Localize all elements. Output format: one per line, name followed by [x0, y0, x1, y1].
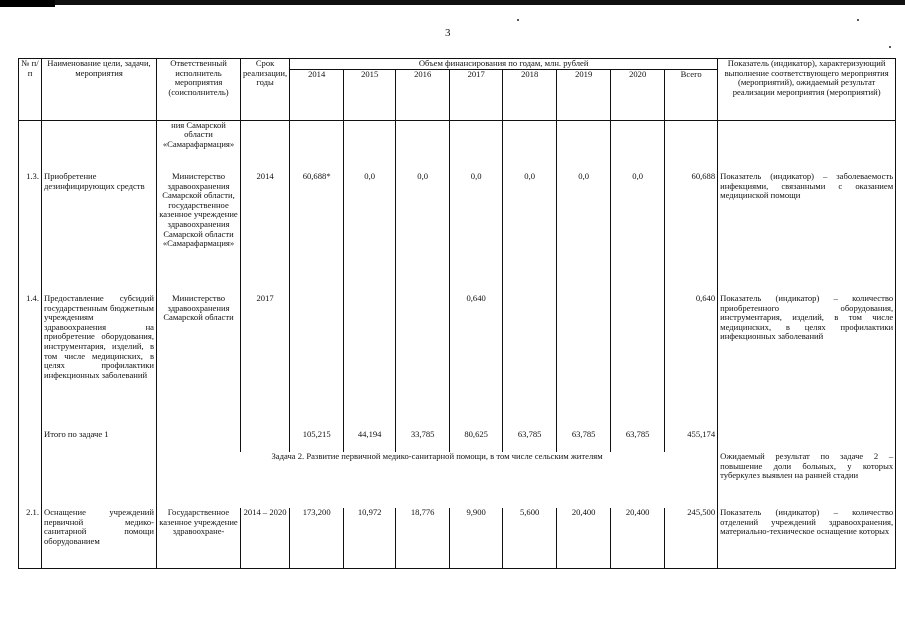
cell-value	[290, 294, 344, 430]
cell-value: 80,625	[450, 430, 503, 452]
cell-value	[344, 294, 396, 430]
cell-term	[241, 120, 290, 172]
table-row	[19, 172, 896, 294]
cell-value: 60,688	[665, 172, 718, 294]
cell-indicator: Показатель (индикатор) – количество приобретенного оборудования, инструментария, изделий, в том числе медицинских, в целях профилактики инфекционных заболеваний	[718, 294, 896, 430]
cell-name	[42, 120, 157, 172]
table-row-task	[19, 452, 896, 508]
scan-speck	[517, 19, 519, 21]
col-header-year: 2017	[450, 69, 503, 120]
cell-value: 63,785	[557, 430, 611, 452]
cell-num	[19, 430, 42, 452]
cell-value: 0,0	[344, 172, 396, 294]
cell-num	[19, 452, 42, 508]
cell-value: 0,0	[557, 172, 611, 294]
cell-term: 2014 – 2020	[241, 508, 290, 568]
cell-value: 20,400	[557, 508, 611, 568]
cell-value: 0,0	[611, 172, 665, 294]
cell-executor: Государственное казенное учреждение здравоохране-	[157, 508, 241, 568]
col-header-year: 2019	[557, 69, 611, 120]
col-header-year: 2015	[344, 69, 396, 120]
cell-value: 10,972	[344, 508, 396, 568]
cell-total-label: Итого по задаче 1	[42, 430, 157, 452]
cell-value	[611, 294, 665, 430]
cell-value	[611, 120, 665, 172]
cell-num: 2.1.	[19, 508, 42, 568]
cell-indicator	[718, 430, 896, 452]
col-header-year: 2014	[290, 69, 344, 120]
cell-value: 18,776	[396, 508, 450, 568]
col-header-executor: Ответственный исполнитель мероприятия (соисполнитель)	[157, 59, 241, 121]
col-header-term: Срок реализации, годы	[241, 59, 290, 121]
cell-term: 2014	[241, 172, 290, 294]
cell-indicator: Ожидаемый результат по задаче 2 – повышение доли больных, у которых туберкулез выявлен на ранней стадии	[718, 452, 896, 508]
col-header-year: 2020	[611, 69, 665, 120]
table-row	[19, 294, 896, 430]
cell-name: Приобретение дезинфицирующих средств	[42, 172, 157, 294]
cell-executor: ния Самарской области «Самарафармация»	[157, 120, 241, 172]
scan-top-border	[0, 0, 905, 5]
cell-term: 2017	[241, 294, 290, 430]
cell-value: 63,785	[611, 430, 665, 452]
cell-value: 0,640	[665, 294, 718, 430]
cell-value: 44,194	[344, 430, 396, 452]
cell-value: 33,785	[396, 430, 450, 452]
cell-name	[42, 452, 157, 508]
cell-num	[19, 120, 42, 172]
scan-corner-mark	[0, 0, 55, 7]
cell-term	[241, 430, 290, 452]
table-row	[19, 120, 896, 172]
cell-value: 0,0	[503, 172, 557, 294]
cell-num: 1.3.	[19, 172, 42, 294]
col-header-num: № п/п	[19, 59, 42, 121]
cell-value	[450, 120, 503, 172]
cell-value	[503, 294, 557, 430]
col-header-funding: Объем финансирования по годам, млн. рублей	[290, 59, 718, 70]
table-row-total	[19, 430, 896, 452]
cell-indicator: Показатель (индикатор) – заболеваемость инфекциями, связанными с оказанием медицинской помощи	[718, 172, 896, 294]
cell-value	[396, 120, 450, 172]
cell-value: 63,785	[503, 430, 557, 452]
cell-value	[290, 120, 344, 172]
cell-value: 105,215	[290, 430, 344, 452]
cell-value: 0,640	[450, 294, 503, 430]
cell-value	[396, 294, 450, 430]
col-header-year: 2016	[396, 69, 450, 120]
cell-value: 455,174	[665, 430, 718, 452]
cell-value: 245,500	[665, 508, 718, 568]
cell-value: 20,400	[611, 508, 665, 568]
cell-value	[557, 120, 611, 172]
cell-num: 1.4.	[19, 294, 42, 430]
col-header-indicator: Показатель (индикатор), характеризующий выполнение соответствующего мероприятия (мероприятий), ожидаемый результат реализации мероприятия (мероприятий)	[718, 59, 896, 121]
header-row	[19, 59, 896, 70]
cell-name: Предоставление субсидий государственным бюджетным учреждениям здравоохранения на приобретение оборудования, инструментария, изделий, в том числе медицинских, в целях профилактики инфекционных заболеваний	[42, 294, 157, 430]
col-header-year: 2018	[503, 69, 557, 120]
cell-value: 0,0	[396, 172, 450, 294]
col-header-name: Наименование цели, задачи, мероприятия	[42, 59, 157, 121]
cell-value: 0,0	[450, 172, 503, 294]
cell-value: 5,600	[503, 508, 557, 568]
cell-indicator: Показатель (индикатор) – количество отделений учреждений здравоохранения, материально-техническое оснащение которых	[718, 508, 896, 568]
cell-indicator	[718, 120, 896, 172]
table-row	[19, 508, 896, 568]
cell-executor: Министерство здравоохранения Самарской области, государственное казенное учреждение здравоохранения Самарской области «Самарафармация»	[157, 172, 241, 294]
cell-value	[344, 120, 396, 172]
cell-value: 9,900	[450, 508, 503, 568]
page-number: 3	[445, 27, 451, 39]
cell-value: 173,200	[290, 508, 344, 568]
col-header-total: Всего	[665, 69, 718, 120]
cell-executor: Министерство здравоохранения Самарской области	[157, 294, 241, 430]
task-title: Задача 2. Развитие первичной медико-санитарной помощи, в том числе сельским жителям	[157, 452, 718, 508]
cell-executor	[157, 430, 241, 452]
scan-speck	[889, 46, 891, 48]
scan-speck	[857, 19, 859, 21]
funding-table	[18, 58, 896, 569]
cell-value	[557, 294, 611, 430]
cell-name: Оснащение учреждений первичной медико-санитарной помощи оборудованием	[42, 508, 157, 568]
cell-value: 60,688*	[290, 172, 344, 294]
cell-value	[665, 120, 718, 172]
cell-value	[503, 120, 557, 172]
